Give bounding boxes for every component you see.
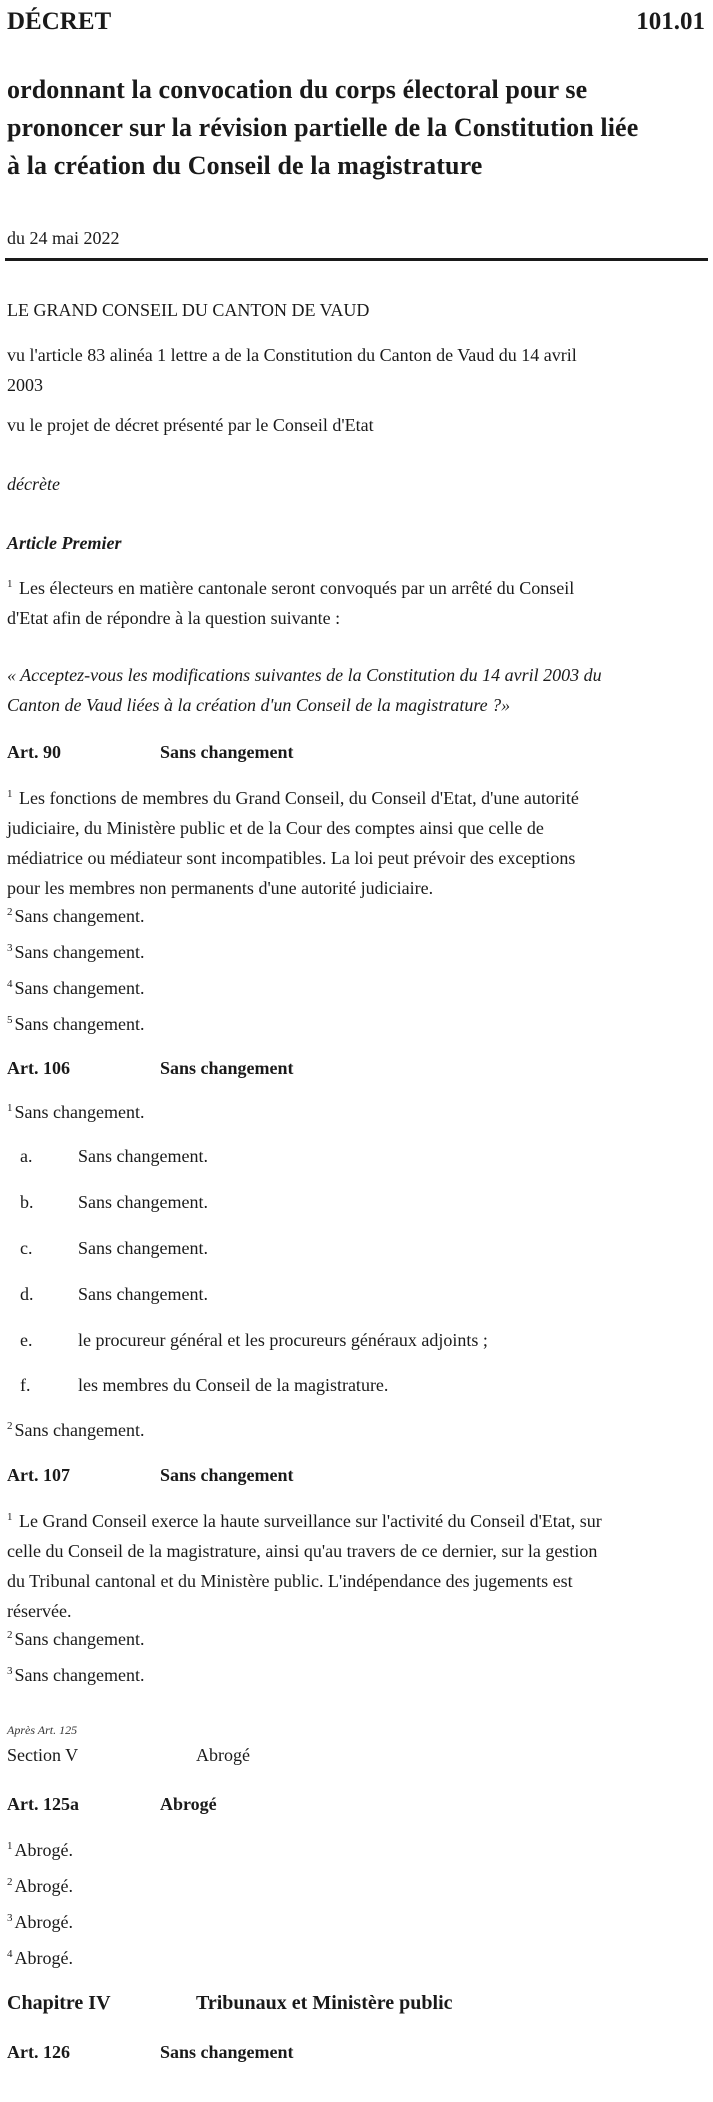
art-106-label: Art. 106 [7,1058,70,1078]
art-106-paragraph-2: $^2$ Sans changement. [7,1420,145,1440]
art-125a-status: Abrogé [160,1794,217,1814]
title-line: à la création du Conseil de la magistrature [7,151,483,180]
section-v-status: Abrogé [196,1745,250,1765]
art-125a-paragraph-1: $^1$ Abrogé. [7,1840,73,1860]
article-premier-paragraph [7,573,707,633]
document-type: DÉCRET [7,8,112,35]
art-107-label: Art. 107 [7,1465,70,1485]
paragraph-text: Le Grand Conseil exerce la haute surveillance sur l'activité du Conseil d'Etat, sur [19,1511,602,1531]
vu-article-line: vu l'article 83 alinéa 1 lettre a de la Constitution du Canton de Vaud du 14 avril [7,345,577,365]
art-126-label: Art. 126 [7,2042,70,2062]
list-item-letter: a. [20,1146,33,1166]
chapitre-iv-label: Chapitre IV [7,1992,111,2014]
art-106-paragraph-1: $^1$ Sans changement. [7,1102,145,1122]
art-90-paragraph-3: $^3$ Sans changement. [7,942,145,962]
document-date: du 24 mai 2022 [7,228,120,248]
document-number: 101.01 [636,8,705,35]
art-107-paragraph-3: $^3$ Sans changement. [7,1665,145,1685]
paragraph-text: d'Etat afin de répondre à la question suivante : [7,608,341,628]
list-item-letter: f. [20,1375,31,1395]
art-125a-paragraph-2: $^2$ Abrogé. [7,1876,73,1896]
paragraph-text: Les électeurs en matière cantonale seront convoqués par un arrêté du Conseil [19,578,575,598]
art-90-label: Art. 90 [7,742,61,762]
art-107-paragraph-2: $^2$ Sans changement. [7,1629,145,1649]
title-line: ordonnant la convocation du corps électoral pour se [7,75,588,104]
art-90-status: Sans changement [160,742,294,762]
paragraph-number: 1 [7,578,13,590]
referendum-question [7,660,707,720]
list-item-text: le procureur général et les procureurs généraux adjoints ; [78,1330,488,1350]
art-106-status: Sans changement [160,1058,294,1078]
article-premier-heading: Article Premier [7,533,122,553]
art-90-paragraph-4: $^4$ Sans changement. [7,978,145,998]
paragraph-text: du Tribunal cantonal et du Ministère public. L'indépendance des jugements est [7,1571,573,1591]
paragraph-text: pour les membres non permanents d'une autorité judiciaire. [7,878,434,898]
question-line: « Acceptez-vous les modifications suivantes de la Constitution du 14 avril 2003 du [7,665,602,685]
art-126-status: Sans changement [160,2042,294,2062]
list-item-text: les membres du Conseil de la magistrature. [78,1375,389,1395]
list-item-letter: d. [20,1284,34,1304]
decrete-word: décrète [7,474,60,494]
paragraph-number: 1 [7,788,13,800]
list-item-text: Sans changement. [78,1284,208,1304]
placement-note: Après Art. 125 [7,1723,78,1737]
paragraph-text: judiciaire, du Ministère public et de la Cour des comptes ainsi que celle de [7,818,544,838]
section-v-label: Section V [7,1745,79,1765]
art-90-paragraph-5: $^5$ Sans changement. [7,1014,145,1034]
paragraph-text: médiatrice ou médiateur sont incompatibles. La loi peut prévoir des exceptions [7,848,576,868]
art-107-status: Sans changement [160,1465,294,1485]
art-90-paragraph-1 [7,783,707,903]
list-item-text: Sans changement. [78,1146,208,1166]
header-rule [5,258,708,261]
list-item-text: Sans changement. [78,1192,208,1212]
list-item-letter: b. [20,1192,34,1212]
paragraph-number: 1 [7,1511,13,1523]
vu-article-line-cont: 2003 [7,375,43,395]
authority-line: LE GRAND CONSEIL DU CANTON DE VAUD [7,300,370,320]
paragraph-text: celle du Conseil de la magistrature, ainsi qu'au travers de ce dernier, sur la gestion [7,1541,598,1561]
chapitre-iv-title: Tribunaux et Ministère public [196,1992,453,2014]
art-125a-paragraph-3: $^3$ Abrogé. [7,1912,73,1932]
list-item-text: Sans changement. [78,1238,208,1258]
paragraph-text: réservée. [7,1601,72,1621]
art-125a-label: Art. 125a [7,1794,79,1814]
document-title [7,71,707,185]
art-125a-paragraph-4: $^4$ Abrogé. [7,1948,73,1968]
art-90-paragraph-2: $^2$ Sans changement. [7,906,145,926]
title-line: prononcer sur la révision partielle de la Constitution liée [7,113,639,142]
list-item-letter: c. [20,1238,33,1258]
question-line: Canton de Vaud liées à la création d'un Conseil de la magistrature ?» [7,695,511,715]
art-107-paragraph-1 [7,1506,707,1626]
list-item-letter: e. [20,1330,33,1350]
vu-projet-line: vu le projet de décret présenté par le Conseil d'Etat [7,415,374,435]
paragraph-text: Les fonctions de membres du Grand Conseil, du Conseil d'Etat, d'une autorité [19,788,579,808]
